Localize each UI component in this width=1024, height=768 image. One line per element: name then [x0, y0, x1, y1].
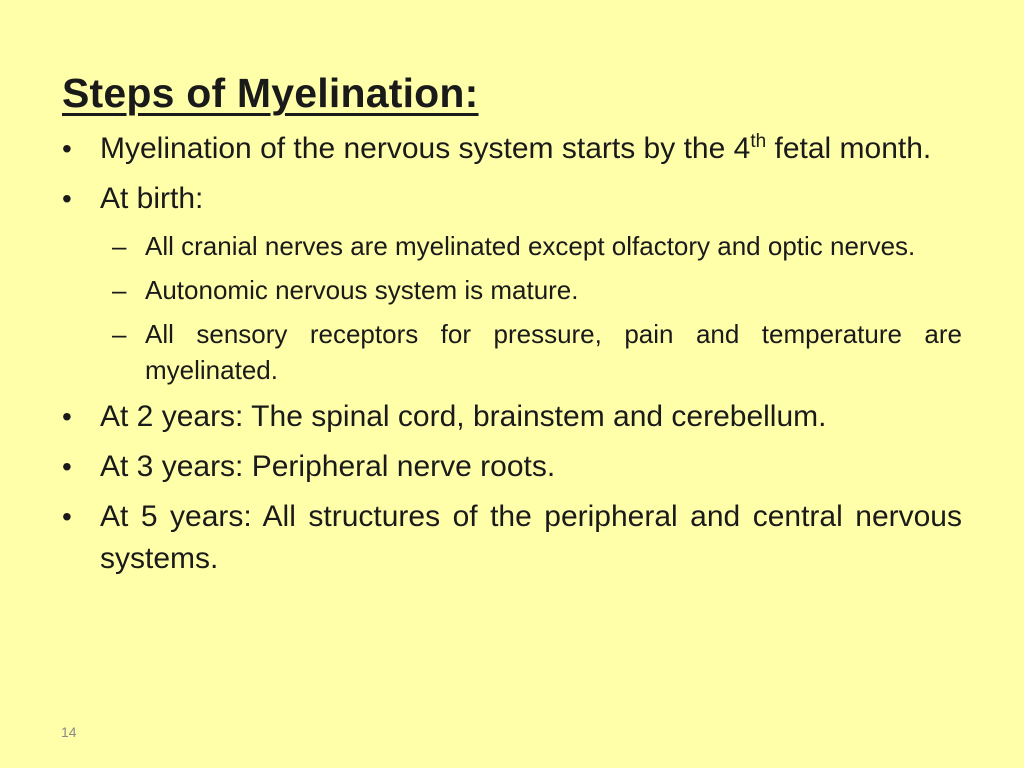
bullet-text: At 5 years: All structures of the peripheral and central nervous systems.	[100, 500, 962, 575]
bullet-item	[62, 396, 962, 438]
bullet-dot-icon: •	[62, 133, 72, 164]
page-number: 14	[61, 724, 77, 740]
sub-bullet-text: Autonomic nervous system is mature.	[145, 275, 579, 305]
bullet-dot-icon: •	[62, 183, 72, 214]
bullet-text: At 2 years: The spinal cord, brainstem and cerebellum.	[100, 400, 827, 433]
sub-bullet-item	[100, 228, 962, 264]
bullet-dot-icon: •	[62, 401, 72, 432]
bullet-dot-icon: •	[62, 451, 72, 482]
sub-bullet-item	[100, 272, 962, 308]
sub-bullet-text: All cranial nerves are myelinated except olfactory and optic nerves.	[145, 231, 916, 261]
bullet-item	[62, 496, 962, 580]
superscript-ordinal: th	[750, 131, 767, 152]
bullet-list	[62, 128, 962, 588]
bullet-dot-icon: •	[62, 501, 72, 532]
bullet-item	[62, 178, 962, 220]
sub-bullet-item	[100, 316, 962, 388]
dash-icon: –	[112, 231, 127, 261]
dash-icon: –	[112, 319, 127, 349]
bullet-text-continued: fetal month.	[766, 132, 932, 165]
bullet-item	[62, 446, 962, 488]
dash-icon: –	[112, 275, 127, 305]
sub-bullet-text: All sensory receptors for pressure, pain and temperature are myelinated.	[145, 319, 962, 385]
bullet-text: At 3 years: Peripheral nerve roots.	[100, 450, 556, 483]
bullet-item	[62, 128, 962, 170]
bullet-text: At birth:	[100, 182, 204, 215]
slide-title: Steps of Myelination:	[62, 70, 479, 116]
bullet-text: Myelination of the nervous system starts by the 4	[100, 132, 751, 165]
